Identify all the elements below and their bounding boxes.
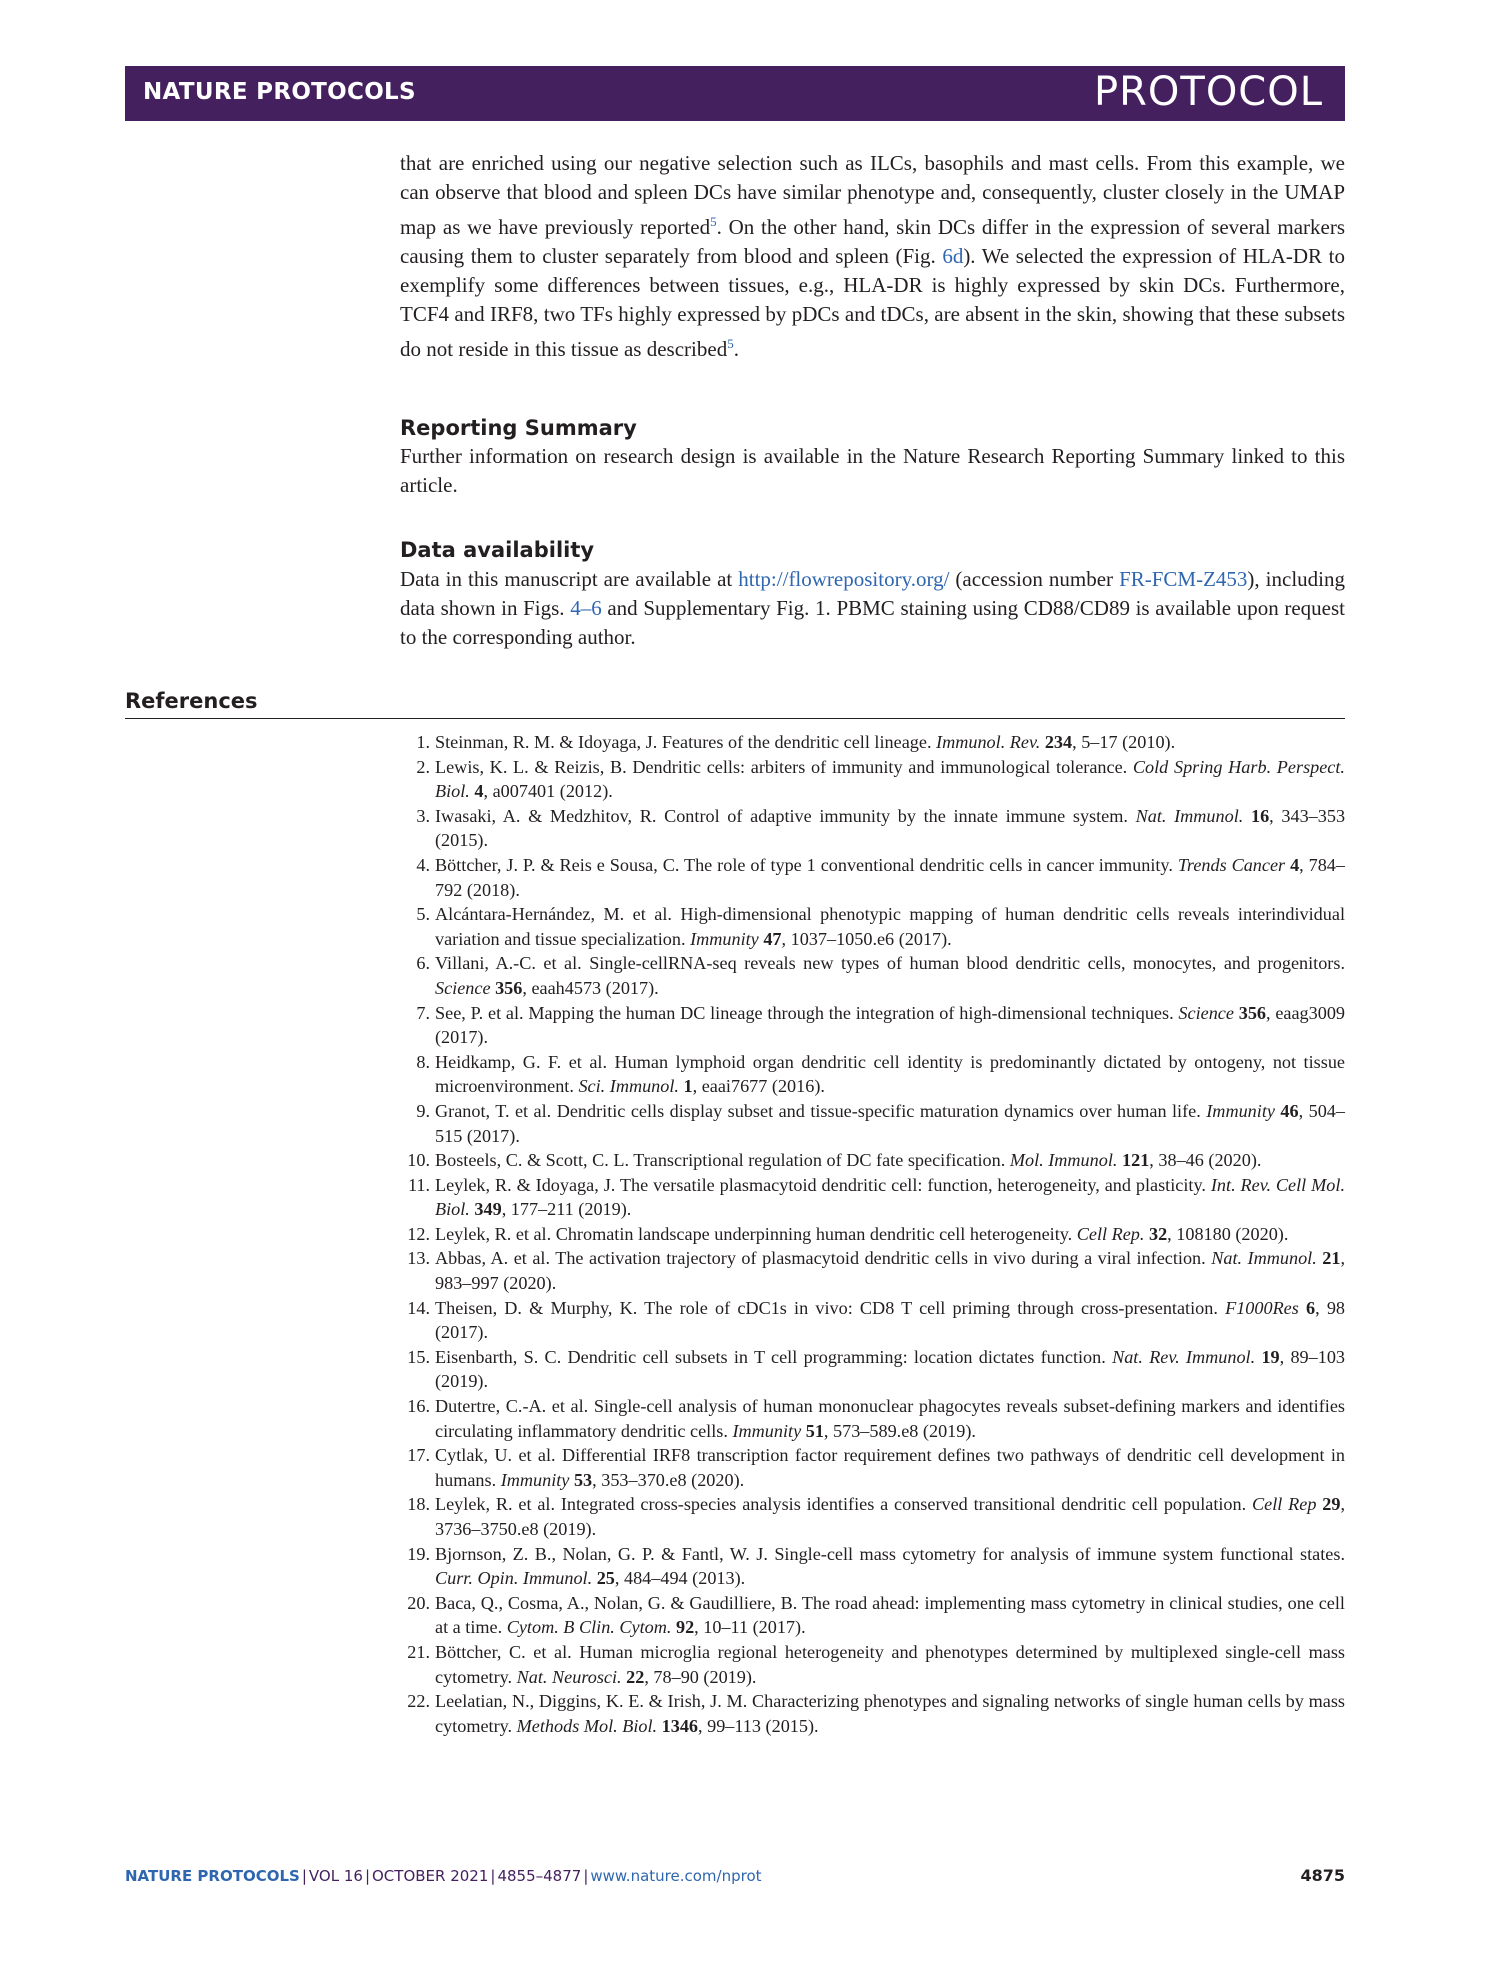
reference-item	[400, 1640, 1345, 1689]
footer-date: OCTOBER 2021	[372, 1867, 489, 1885]
reference-number: 15.	[407, 1346, 430, 1367]
reference-number: 7.	[416, 1002, 430, 1023]
reference-number: 2.	[416, 756, 430, 777]
reference-journal: Methods Mol. Biol.	[516, 1715, 658, 1736]
reference-journal: Cell Rep.	[1076, 1223, 1145, 1244]
reference-volume: 22	[626, 1666, 645, 1687]
reference-pages: , 177–211 (2019).	[501, 1199, 632, 1220]
reference-item	[400, 1246, 1345, 1295]
reference-journal: Science	[1178, 1002, 1234, 1023]
footer-volume: VOL 16	[308, 1867, 363, 1885]
reference-text: Steinman, R. M. & Idoyaga, J. Features of the dendritic cell lineage.	[435, 732, 937, 752]
reference-text: Abbas, A. et al. The activation trajectory of plasmacytoid dendritic cells in vivo during a viral infection.	[435, 1248, 1212, 1269]
reference-pages: , 108180 (2020).	[1167, 1223, 1289, 1244]
footer-citation	[125, 1867, 762, 1885]
reference-journal: Nat. Immunol.	[1211, 1248, 1317, 1269]
references-heading: References	[125, 689, 258, 713]
reference-text: See, P. et al. Mapping the human DC lineage through the integration of high-dimensional techniques.	[435, 1002, 1179, 1023]
reference-text: Villani, A.-C. et al. Single-cellRNA-seq reveals new types of human blood dendritic cells, monocytes, and progenitors.	[435, 953, 1345, 974]
reference-pages: , 784–792 (2018).	[435, 854, 1345, 900]
reference-journal: Immunity	[690, 928, 759, 949]
reference-pages: , 1037–1050.e6 (2017).	[781, 928, 952, 949]
reference-pages: , a007401 (2012).	[483, 781, 613, 802]
reference-text: Lewis, K. L. & Reizis, B. Dendritic cells: arbiters of immunity and immunological tolerance.	[435, 756, 1133, 777]
reference-space	[1299, 1298, 1306, 1318]
flowrepository-link[interactable]: http://flowrepository.org/	[738, 567, 950, 591]
reference-item	[400, 1099, 1345, 1148]
reference-number: 12.	[407, 1223, 430, 1244]
footer-separator: |	[301, 1867, 307, 1885]
reference-number: 18.	[407, 1494, 430, 1515]
reference-item	[400, 755, 1345, 804]
journal-name: NATURE PROTOCOLS	[143, 79, 416, 105]
reference-journal: Immunity	[1206, 1100, 1275, 1121]
reference-number: 1.	[416, 732, 430, 752]
reference-number: 16.	[407, 1396, 430, 1417]
reference-pages: , eaag3009 (2017).	[435, 1002, 1346, 1048]
footer-separator: |	[490, 1867, 496, 1885]
reference-journal: Curr. Opin. Immunol.	[435, 1568, 593, 1589]
reference-number: 20.	[407, 1592, 430, 1613]
reference-pages: , 343–353 (2015).	[435, 805, 1346, 851]
intro-text: that are enriched using our negative selection such as ILCs, basophils and mast cells. From this example, we can observe that blood and spleen DCs have similar phenotype and, consequently, cluster closely in the UMAP map as we have previously reported	[400, 151, 1345, 239]
reference-journal: Immunol. Rev.	[936, 732, 1041, 752]
reference-volume: 6	[1306, 1297, 1316, 1318]
reference-text: Eisenbarth, S. C. Dendritic cell subsets in T cell programming: location dictates function.	[435, 1346, 1113, 1367]
reporting-summary-paragraph	[400, 442, 1345, 500]
reference-text: Baca, Q., Cosma, A., Nolan, G. & Gaudilliere, B. The road ahead: implementing mass cytometry in clinical studies, one cell at a time.	[435, 1592, 1345, 1638]
reference-number: 6.	[416, 953, 430, 974]
intro-text: .	[733, 337, 739, 361]
reference-pages: , 983–997 (2020).	[435, 1248, 1346, 1294]
intro-text: . On the other hand, skin DCs differ in the expression of several markers causing them to cluster separately from blood and spleen (Fig.	[400, 215, 1345, 268]
reference-pages: , 99–113 (2015).	[698, 1715, 819, 1736]
reference-item	[400, 1542, 1345, 1591]
page-number: 4875	[1300, 1866, 1345, 1885]
reference-journal: Trends Cancer	[1177, 854, 1286, 875]
reference-number: 9.	[416, 1100, 430, 1121]
reference-text: Alcántara-Hernández, M. et al. High-dimensional phenotypic mapping of human dendritic cells reveals interindividual variation and tissue specialization.	[435, 904, 1345, 949]
reference-volume: 4	[1290, 854, 1300, 875]
reference-pages: , 3736–3750.e8 (2019).	[435, 1494, 1345, 1539]
reference-journal: Immunity	[732, 1420, 802, 1441]
reporting-summary-heading: Reporting Summary	[400, 416, 637, 440]
reference-number: 13.	[407, 1248, 430, 1269]
reference-journal: Int. Rev. Cell Mol. Biol.	[435, 1174, 1345, 1220]
reference-volume: 46	[1280, 1100, 1299, 1121]
intro-paragraph	[400, 149, 1345, 364]
reference-number: 21.	[407, 1641, 430, 1662]
reference-number: 11.	[407, 1174, 430, 1195]
accession-link[interactable]: FR-FCM-Z453	[1119, 567, 1248, 591]
footer-separator: |	[583, 1867, 589, 1885]
reference-pages: , 38–46 (2020).	[1149, 1150, 1262, 1171]
footer-url-link[interactable]: www.nature.com/nprot	[590, 1867, 762, 1885]
reference-pages: , 573–589.e8 (2019).	[823, 1420, 976, 1441]
reference-pages: , 353–370.e8 (2020).	[592, 1469, 745, 1490]
reference-number: 19.	[407, 1543, 430, 1564]
reference-number: 10.	[407, 1150, 430, 1171]
reference-volume: 47	[763, 928, 782, 949]
figures-link[interactable]: 4–6	[570, 596, 602, 620]
reference-number: 5.	[416, 904, 430, 925]
reference-volume: 1346	[661, 1715, 699, 1736]
reference-pages: , 89–103 (2019).	[435, 1346, 1346, 1392]
reference-text: Theisen, D. & Murphy, K. The role of cDC1s in vivo: CD8 T cell priming through cross-presentation.	[435, 1297, 1226, 1318]
reference-pages: , eaah4573 (2017).	[522, 977, 659, 998]
footer-pages: 4855–4877	[497, 1867, 582, 1885]
data-availability-heading: Data availability	[400, 538, 595, 562]
reference-item	[400, 1001, 1345, 1050]
citation-link[interactable]: 5	[710, 214, 717, 229]
intro-text: ). We selected the expression of HLA-DR to exemplify some differences between tissues, e.g., HLA-DR is highly expressed by skin DCs. Furthermore, TCF4 and IRF8, two TFs highly expressed by pDCs and tDCs, are absent in the skin, showing that these subsets do not reside in this tissue as described	[400, 244, 1345, 361]
reference-journal: Nat. Rev. Immunol.	[1112, 1346, 1256, 1367]
reference-volume: 121	[1122, 1150, 1150, 1171]
reference-volume: 29	[1322, 1494, 1341, 1515]
reference-number: 3.	[416, 805, 430, 826]
data-text: Data in this manuscript are available at	[400, 567, 739, 591]
reference-pages: , 10–11 (2017).	[694, 1617, 806, 1638]
reference-item	[400, 1394, 1345, 1443]
reference-pages: , 78–90 (2019).	[644, 1666, 757, 1687]
reference-text: Granot, T. et al. Dendritic cells display subset and tissue-specific maturation dynamics over human life.	[435, 1100, 1207, 1121]
reference-volume: 16	[1250, 805, 1270, 826]
reference-volume: 1	[683, 1076, 693, 1097]
reference-pages: , 484–494 (2013).	[614, 1568, 746, 1589]
reference-text: Leylek, R. et al. Integrated cross-species analysis identifies a conserved transitional dendritic cell population.	[435, 1494, 1252, 1515]
data-text: ), including data shown in Figs.	[400, 567, 1345, 620]
reference-item	[400, 1222, 1345, 1247]
reference-journal: Cold Spring Harb. Perspect. Biol.	[435, 756, 1345, 802]
article-type-label: PROTOCOL	[1093, 69, 1323, 115]
reference-text: Böttcher, J. P. & Reis e Sousa, C. The role of type 1 conventional dendritic cells in cancer immunity.	[435, 854, 1178, 875]
reference-item	[400, 1689, 1345, 1738]
reference-item	[400, 1148, 1345, 1173]
reference-journal: Immunity	[500, 1469, 570, 1490]
reference-journal: Science	[435, 977, 491, 998]
reference-volume: 25	[596, 1568, 615, 1589]
reference-journal: F1000Res	[1225, 1297, 1299, 1318]
reference-item	[400, 1345, 1345, 1394]
reference-volume: 92	[675, 1617, 695, 1638]
reference-text: Bosteels, C. & Scott, C. L. Transcriptional regulation of DC fate specification.	[435, 1150, 1010, 1171]
references-list	[400, 730, 1345, 1738]
reference-volume: 21	[1322, 1248, 1341, 1269]
reference-item	[400, 853, 1345, 902]
reference-pages: , 98 (2017).	[435, 1297, 1346, 1343]
reference-item	[400, 1173, 1345, 1222]
reference-number: 17.	[407, 1445, 430, 1466]
reference-text: Iwasaki, A. & Medzhitov, R. Control of adaptive immunity by the innate immune system.	[435, 805, 1136, 826]
reference-journal: Cytom. B Clin. Cytom.	[506, 1617, 672, 1638]
figure-link[interactable]: 6d	[942, 244, 964, 268]
reference-item	[400, 804, 1345, 853]
reference-item	[400, 1050, 1345, 1099]
reference-volume: 51	[805, 1420, 824, 1441]
reference-number: 8.	[416, 1051, 430, 1072]
reference-item	[400, 1443, 1345, 1492]
reporting-summary-text: Further information on research design is available in the Nature Research Reporting Summary linked to this article.	[400, 444, 1345, 497]
citation-link[interactable]: 5	[727, 336, 734, 351]
reference-volume: 19	[1261, 1346, 1280, 1367]
reference-number: 22.	[407, 1691, 430, 1712]
reference-text: Heidkamp, G. F. et al. Human lymphoid organ dendritic cell identity is predominantly dictated by ontogeny, not tissue microenvironment.	[435, 1051, 1345, 1097]
reference-space	[1243, 806, 1251, 826]
reference-journal: Mol. Immunol.	[1009, 1150, 1118, 1171]
reference-text: Leylek, R. & Idoyaga, J. The versatile plasmacytoid dendritic cell: function, heterogeneity, and plasticity.	[435, 1174, 1211, 1195]
footer-separator: |	[364, 1867, 370, 1885]
journal-header-bar	[125, 66, 1345, 121]
reference-volume: 356	[1238, 1002, 1266, 1023]
data-availability-paragraph	[400, 565, 1345, 652]
reference-number: 14.	[407, 1297, 430, 1318]
reference-item	[400, 1296, 1345, 1345]
reference-text: Dutertre, C.-A. et al. Single-cell analysis of human mononuclear phagocytes reveals subset-defining markers and identifies circulating inflammatory dendritic cells.	[435, 1396, 1345, 1441]
reference-journal: Nat. Neurosci.	[516, 1666, 622, 1687]
reference-text: Cytlak, U. et al. Differential IRF8 transcription factor requirement defines two pathways of dendritic cell development in humans.	[435, 1445, 1345, 1490]
data-text: (accession number	[949, 567, 1120, 591]
reference-item	[400, 1492, 1345, 1541]
reference-volume: 32	[1148, 1223, 1168, 1244]
reference-volume: 349	[474, 1199, 502, 1220]
reference-volume: 356	[495, 977, 523, 998]
reference-pages: , eaai7677 (2016).	[692, 1076, 825, 1097]
reference-volume: 53	[573, 1469, 593, 1490]
reference-item	[400, 1591, 1345, 1640]
reference-number: 4.	[416, 854, 430, 875]
reference-journal: Nat. Immunol.	[1135, 805, 1244, 826]
reference-pages: , 5–17 (2010).	[1072, 732, 1176, 752]
reference-text: Leylek, R. et al. Chromatin landscape underpinning human dendritic cell heterogeneity.	[435, 1223, 1077, 1244]
reference-volume: 4	[474, 781, 484, 802]
reference-journal: Sci. Immunol.	[578, 1076, 679, 1097]
reference-item	[400, 902, 1345, 951]
reference-journal: Cell Rep	[1252, 1494, 1317, 1515]
reference-item	[400, 730, 1345, 755]
reference-text: Bjornson, Z. B., Nolan, G. P. & Fantl, W. J. Single-cell mass cytometry for analysis of immune system functional states.	[435, 1543, 1345, 1564]
reference-text: Böttcher, C. et al. Human microglia regional heterogeneity and phenotypes determined by multiplexed single-cell mass cytometry.	[435, 1641, 1345, 1687]
reference-volume: 234	[1044, 732, 1073, 752]
footer-journal: NATURE PROTOCOLS	[125, 1867, 300, 1885]
references-divider	[125, 718, 1345, 719]
reference-text: Leelatian, N., Diggins, K. E. & Irish, J. M. Characterizing phenotypes and signaling networks of single human cells by mass cytometry.	[435, 1691, 1345, 1736]
reference-pages: , 504–515 (2017).	[435, 1100, 1345, 1146]
data-text: and Supplementary Fig. 1. PBMC staining using CD88/CD89 is available upon request to the corresponding author.	[400, 596, 1345, 649]
reference-item	[400, 951, 1345, 1000]
